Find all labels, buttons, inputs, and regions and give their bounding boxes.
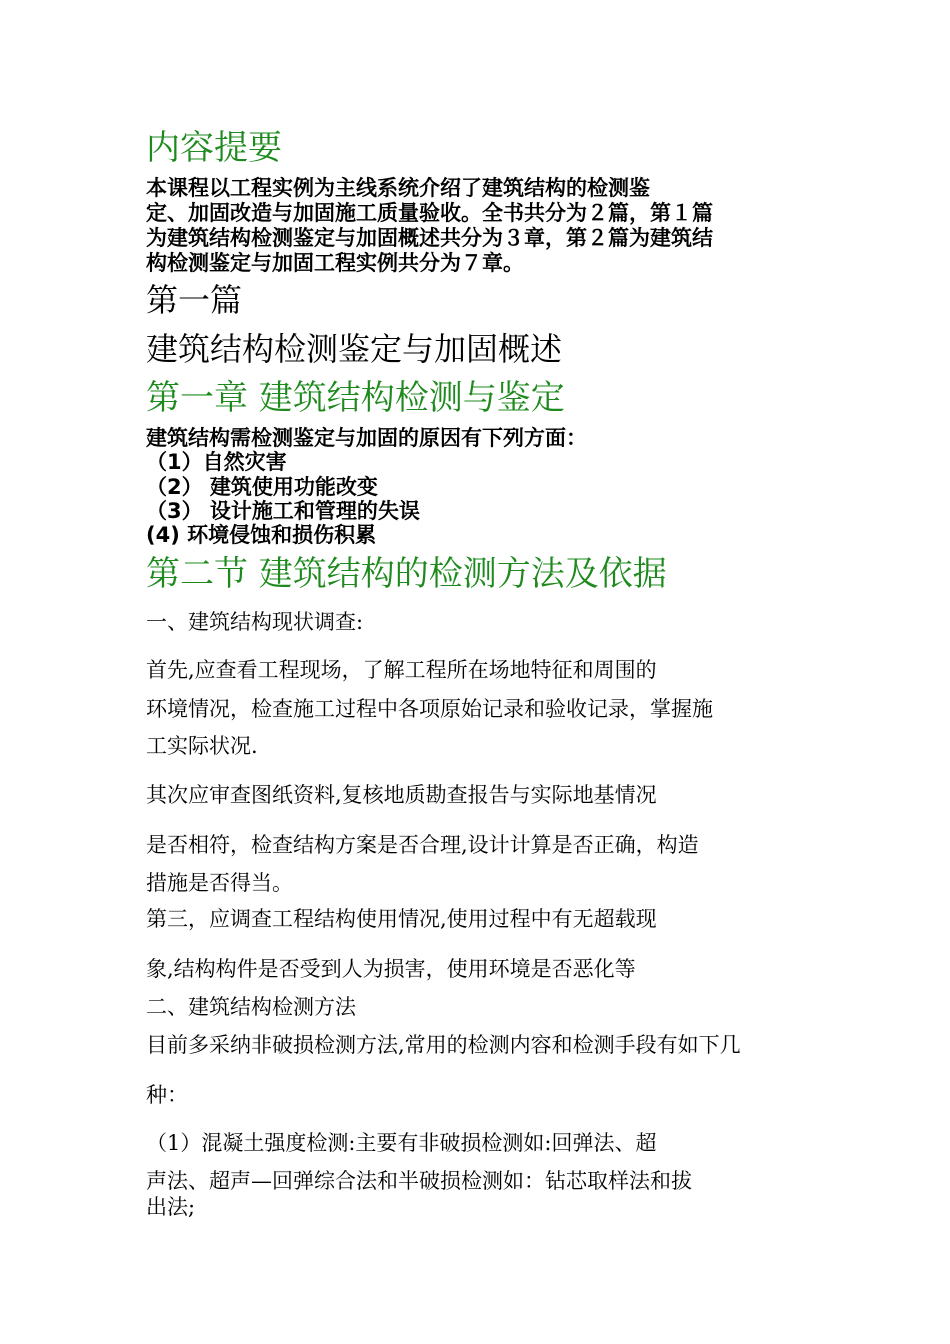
methods-intro-line-2: 种： bbox=[146, 1083, 188, 1107]
part-subtitle: 建筑结构检测鉴定与加固概述 bbox=[146, 330, 563, 368]
para-second-line-1: 其次应审查图纸资料,复核地质勘查报告与实际地基情况 bbox=[146, 783, 657, 807]
reason-3: （3） 设计施工和管理的失误 bbox=[146, 499, 420, 523]
summary-line-1: 本课程以工程实例为主线系统介绍了建筑结构的检测鉴 bbox=[146, 176, 650, 200]
para-second-line-3: 措施是否得当。 bbox=[146, 871, 293, 895]
sub1-heading: 一、建筑结构现状调查: bbox=[146, 610, 364, 634]
para-first-line-2: 环境情况，检查施工过程中各项原始记录和验收记录，掌握施 bbox=[146, 697, 713, 721]
reason-4: (4) 环境侵蚀和损伤积累 bbox=[146, 523, 377, 547]
summary-line-3: 为建筑结构检测鉴定与加固概述共分为３章，第２篇为建筑结 bbox=[146, 226, 713, 250]
chapter-title: 第一章 建筑结构检测与鉴定 bbox=[146, 378, 565, 418]
para-third-line-1: 第三，应调查工程结构使用情况,使用过程中有无超载现 bbox=[146, 907, 657, 931]
summary-line-2: 定、加固改造与加固施工质量验收。全书共分为２篇，第１篇 bbox=[146, 201, 713, 225]
sub2-heading: 二、建筑结构检测方法 bbox=[146, 995, 356, 1019]
para-second-line-2: 是否相符，检查结构方案是否合理,设计计算是否正确，构造 bbox=[146, 833, 699, 857]
method1-line-1: （1）混凝土强度检测:主要有非破损检测如:回弹法、超 bbox=[146, 1131, 657, 1155]
summary-title: 内容提要 bbox=[146, 128, 282, 168]
part-title: 第一篇 bbox=[146, 281, 243, 319]
para-first-line-3: 工实际状况. bbox=[146, 734, 258, 758]
section-title: 第二节 建筑结构的检测方法及依据 bbox=[146, 554, 667, 594]
method1-line-2: 声法、超声—回弹综合法和半破损检测如：钻芯取样法和拔 bbox=[146, 1169, 692, 1193]
reason-1: （1）自然灾害 bbox=[146, 450, 287, 474]
para-third-line-2: 象,结构构件是否受到人为损害，使用环境是否恶化等 bbox=[146, 957, 636, 981]
summary-line-4: 构检测鉴定与加固工程实例共分为７章。 bbox=[146, 251, 524, 275]
para-first-line-1: 首先,应查看工程现场，了解工程所在场地特征和周围的 bbox=[146, 658, 657, 682]
methods-intro-line-1: 目前多采纳非破损检测方法,常用的检测内容和检测手段有如下几 bbox=[146, 1033, 741, 1057]
chapter-intro: 建筑结构需检测鉴定与加固的原因有下列方面： bbox=[146, 426, 587, 450]
method1-line-3: 出法; bbox=[146, 1195, 196, 1219]
reason-2: （2） 建筑使用功能改变 bbox=[146, 475, 378, 499]
